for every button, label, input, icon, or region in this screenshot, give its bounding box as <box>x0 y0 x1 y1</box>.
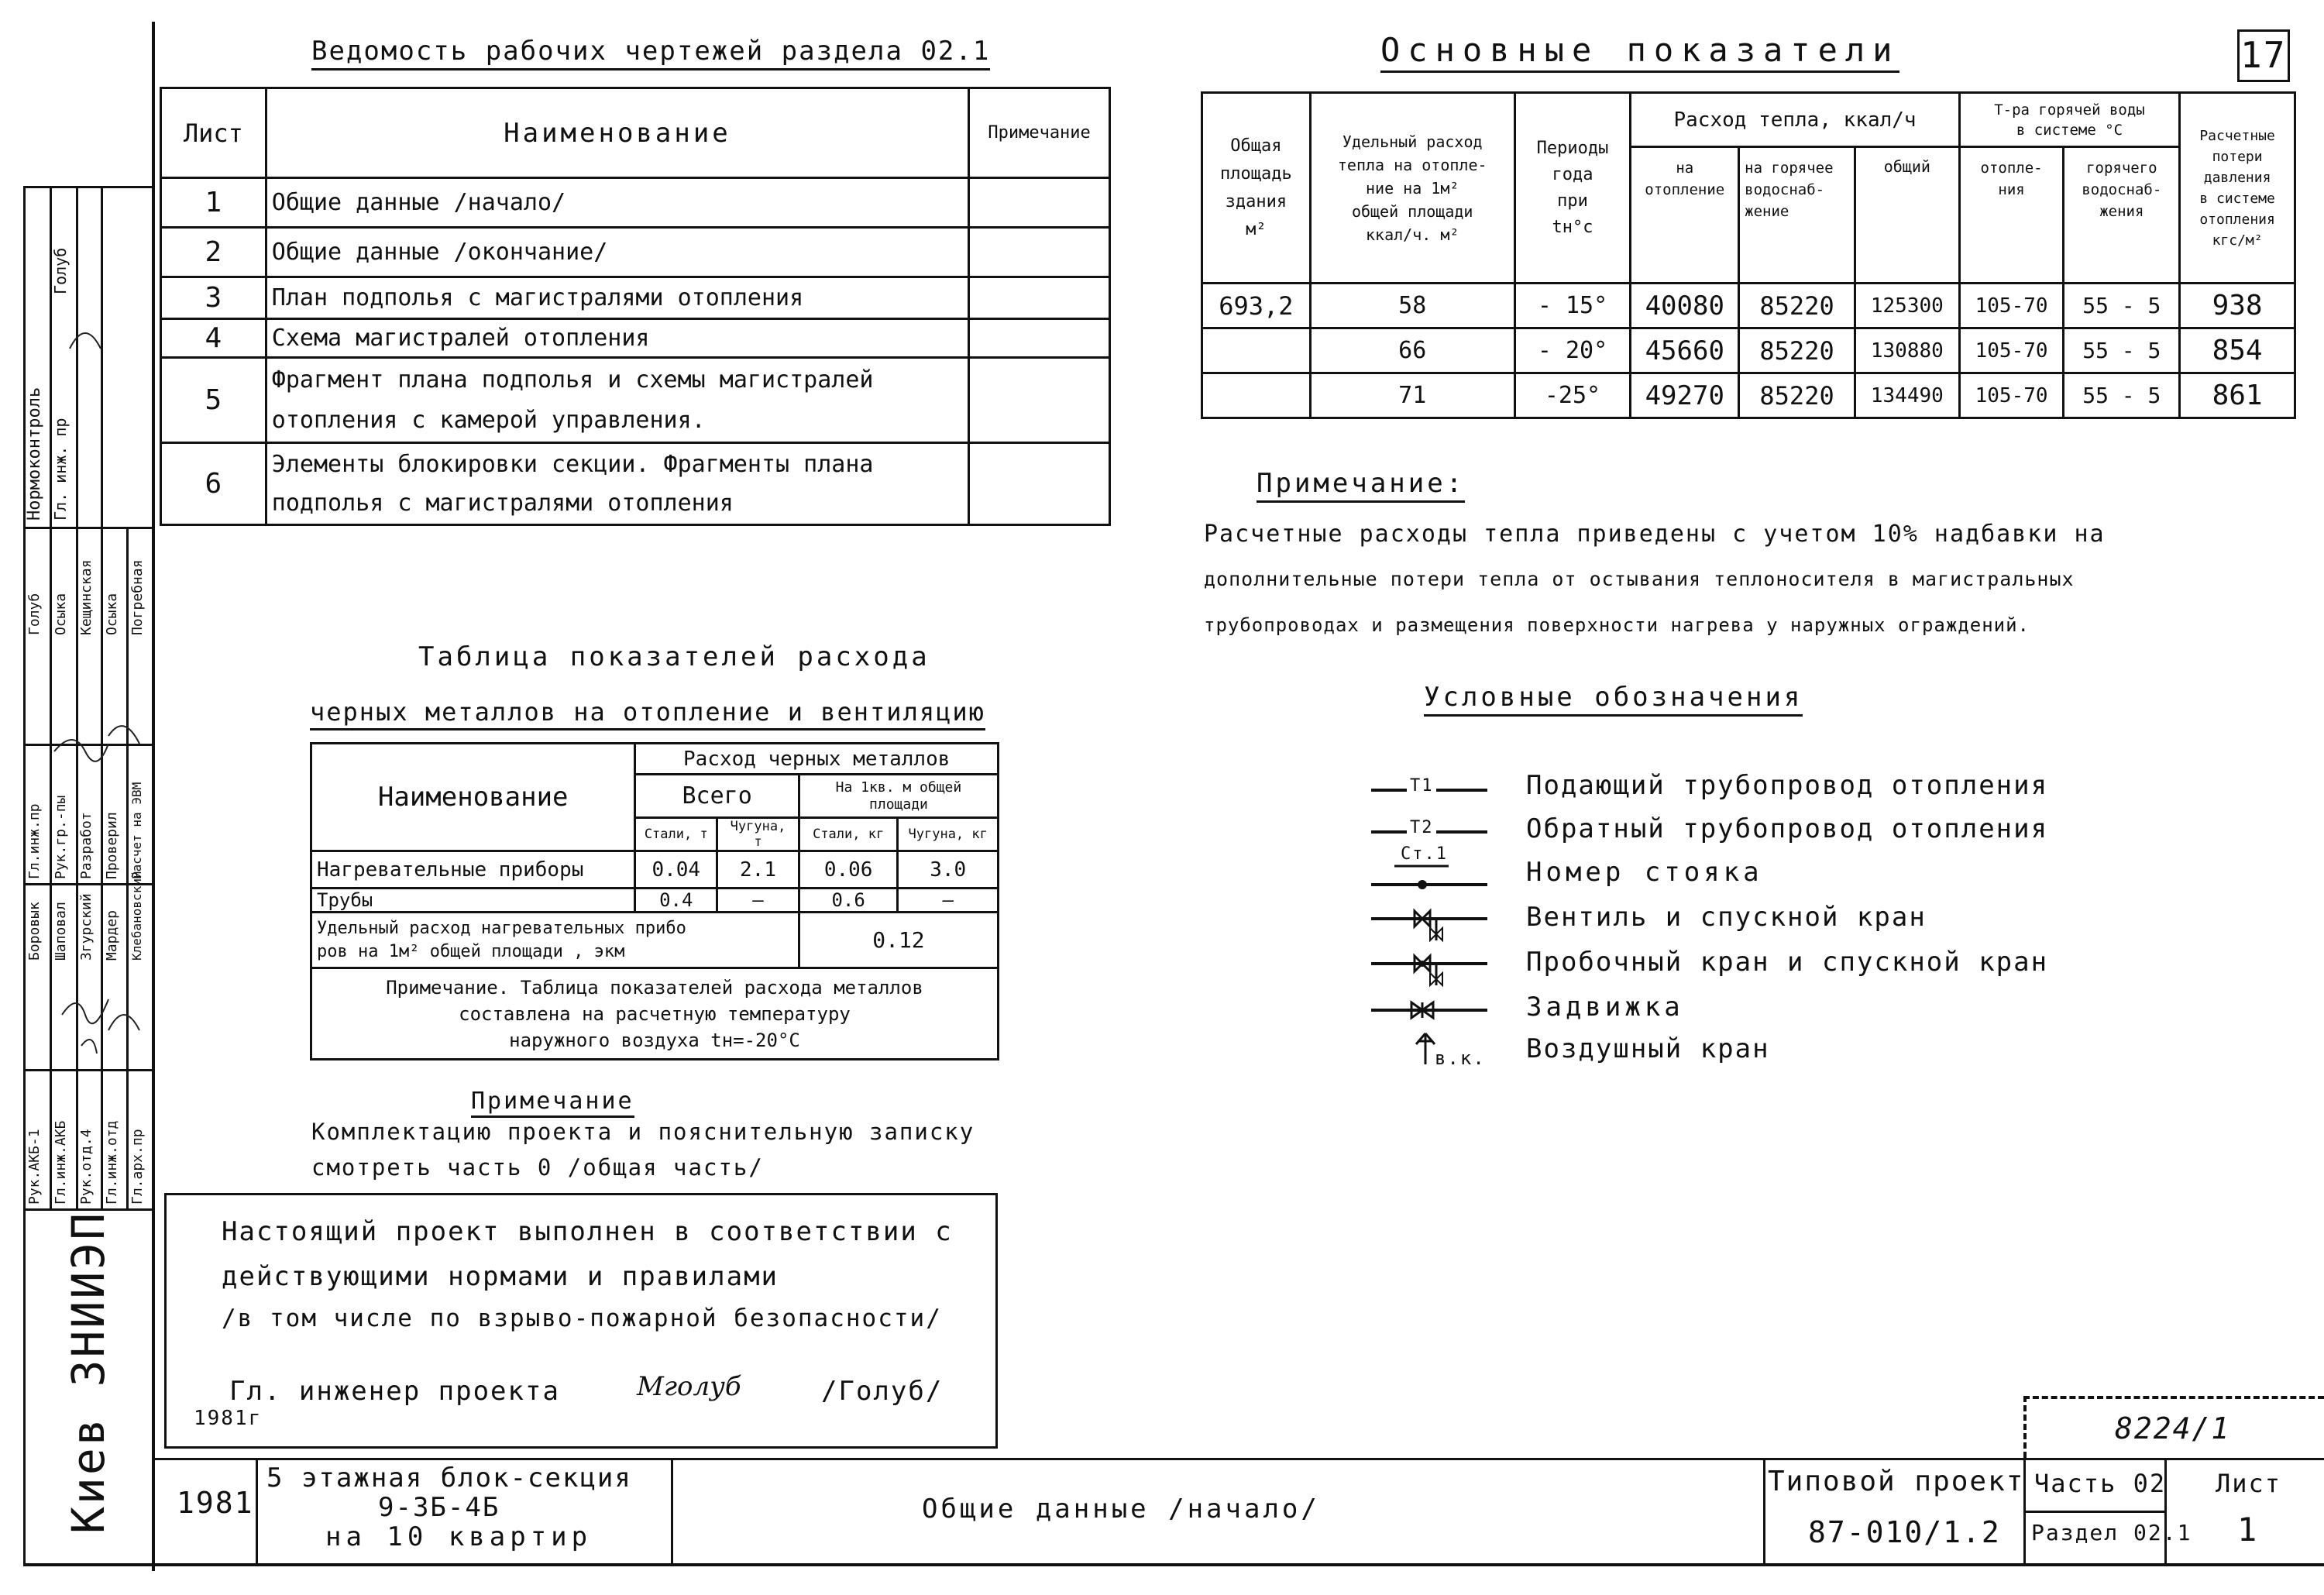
metal-cell: 2.1 <box>717 851 799 889</box>
section-label: Раздел 02.1 <box>2031 1520 2192 1545</box>
hdr-heat-total: общий <box>1855 147 1959 284</box>
cell-area: 693,2 <box>1202 284 1311 328</box>
stamp-label: Гл.инж.отд <box>104 1120 120 1205</box>
cell-t-hot: 55 - 5 <box>2064 284 2180 328</box>
cell-total: 134490 <box>1855 373 1959 418</box>
row-name <box>266 358 968 443</box>
metal-cell: 0.06 <box>799 851 897 889</box>
row-sheet: 3 <box>161 277 266 319</box>
row-name-line2: подполья с магистралями отопления <box>271 489 734 517</box>
sheet-label: Лист <box>2216 1469 2282 1498</box>
table-row <box>1202 328 2295 373</box>
stamp-label: Гл.инж.АКБ <box>53 1120 69 1205</box>
metal-cell: 0.6 <box>799 889 897 913</box>
cell-heating: 45660 <box>1631 328 1739 373</box>
sheet-number: 1 <box>2237 1511 2259 1549</box>
main-indicators-table <box>1201 91 2296 419</box>
hdr-pressure: Расчетные потери давления в системе отопления кгс/м² <box>2180 93 2295 284</box>
stamp-norm-label: Гл. инж. пр <box>51 418 70 521</box>
row-name: Общие данные /окончание/ <box>266 228 968 277</box>
stamp-label: Рук.АКБ-1 <box>26 1129 43 1205</box>
plug-cock-symbol <box>1371 947 1495 993</box>
col-name: Наименование <box>266 88 968 178</box>
stamp-name: Погребная <box>129 559 146 635</box>
cell-specific: 71 <box>1310 373 1514 418</box>
metal-col-steel-t: Стали, т <box>635 818 717 851</box>
note-left-line2: смотреть часть 0 /общая часть/ <box>311 1154 764 1181</box>
cell-t-heating: 105-70 <box>1959 328 2064 373</box>
row-sheet: 4 <box>161 319 266 358</box>
stamp-label: Проверил <box>104 812 120 879</box>
certification-line3: /в том числе по взрыво-пожарной безопасности/ <box>222 1305 942 1332</box>
note-right-line2: дополнительные потери тепла от остывания теплоносителя в магистральных <box>1204 568 2075 590</box>
stamp-name: Шаповал <box>53 902 69 961</box>
metal-table-title-line1: Таблица показателей расхода <box>418 641 930 672</box>
cell-total: 130880 <box>1855 328 1959 373</box>
stamp-label: Расчет на ЭВМ <box>129 782 144 879</box>
metal-specific-label: Удельный расход нагревательных прибо ров на 1м² общей площади , экм <box>311 913 799 968</box>
cell-period: - 20° <box>1514 328 1631 373</box>
cell-hot-water: 85220 <box>1739 373 1855 418</box>
stamp-name: Клебановский <box>129 871 144 961</box>
cell-pressure: 861 <box>2180 373 2295 418</box>
cell-pressure: 854 <box>2180 328 2295 373</box>
inventory-number: 8224/1 <box>2115 1411 2231 1445</box>
hdr-periods: Периоды года при tн°с <box>1514 93 1631 284</box>
table-row <box>311 913 999 968</box>
cell-total: 125300 <box>1855 284 1959 328</box>
legend-symbol-t2: Т2 <box>1410 818 1434 837</box>
project-line3: на 10 квартир <box>325 1521 593 1552</box>
note-left-line1: Комплектацию проекта и пояснительную записку <box>311 1119 975 1145</box>
main-indicators-title: Основные показатели <box>1380 31 1899 73</box>
note-left-title: Примечание <box>471 1088 634 1118</box>
metal-cell: — <box>898 889 999 913</box>
hdr-temp-heating: отопле- ния <box>1959 147 2064 284</box>
row-sheet: 5 <box>161 358 266 443</box>
metal-col-total: Всего <box>635 775 799 818</box>
metal-row-name: Трубы <box>311 889 635 913</box>
title-year: 1981 <box>177 1486 254 1520</box>
row-name-line2: отопления с камерой управления. <box>271 406 706 434</box>
certification-line2: действующими нормами и правилами <box>222 1261 779 1292</box>
project-line2: 9-3Б-4Б <box>378 1492 500 1523</box>
stamp-name: Мардер <box>104 909 120 961</box>
legend-label: Пробочный кран и спускной кран <box>1526 947 2049 978</box>
engineer-name: /Голуб/ <box>821 1376 944 1407</box>
cell-heating: 49270 <box>1631 373 1739 418</box>
note-right-line3: трубопроводах и размещения поверхности нагрева у наружных ограждений. <box>1204 614 2030 636</box>
hdr-heat-hot-water: на горячее водоснаб- жение <box>1739 147 1855 284</box>
hdr-specific: Удельный расход тепла на отопле- ние на 1м² общей площади ккал/ч. м² <box>1310 93 1514 284</box>
cell-area <box>1202 373 1311 418</box>
note-right-title: Примечание: <box>1257 468 1465 503</box>
cell-hot-water: 85220 <box>1739 328 1855 373</box>
note-right-line1: Расчетные расходы тепла приведены с учетом 10% надбавки на <box>1204 521 2106 548</box>
stamp-name: Боровык <box>26 902 43 961</box>
stamp-normocontrol: Нормоконтроль <box>25 387 44 521</box>
drawings-list-title: Ведомость рабочих чертежей раздела 02.1 <box>311 36 990 70</box>
certification-year: 1981г <box>194 1407 263 1430</box>
stamp-label: Разработ <box>78 812 95 879</box>
col-sheet: Лист <box>161 88 266 178</box>
stamp-name: Осыка <box>53 593 69 635</box>
cell-specific: 58 <box>1310 284 1514 328</box>
cell-hot-water: 85220 <box>1739 284 1855 328</box>
metal-col-group: Расход черных металлов <box>635 744 999 775</box>
row-name-line1: Элементы блокировки секции. Фрагменты плана <box>271 450 874 478</box>
legend-symbol-riser: Ст.1 <box>1401 844 1448 864</box>
metal-col-name: Наименование <box>311 744 635 851</box>
hdr-temp-group: T-ра горячей воды в системе °С <box>1959 93 2179 147</box>
metal-table <box>310 742 999 1060</box>
legend-label: Задвижка <box>1526 992 1684 1023</box>
table-row <box>1202 284 2295 328</box>
metal-col-per-m2: На 1кв. м общей площади <box>799 775 998 818</box>
legend-label: Воздушный кран <box>1526 1033 1770 1064</box>
hdr-heat-heating: на отопление <box>1631 147 1739 284</box>
cell-t-hot: 55 - 5 <box>2064 328 2180 373</box>
metal-col-cast-kg: Чугуна, кг <box>898 818 999 851</box>
corner-sheet-number-text: 17 <box>2240 34 2287 76</box>
row-sheet: 2 <box>161 228 266 277</box>
cell-pressure: 938 <box>2180 284 2295 328</box>
metal-col-cast-t: Чугуна, т <box>717 818 799 851</box>
legend-title: Условные обозначения <box>1424 682 1803 717</box>
frame-bottom-line <box>23 1563 2324 1566</box>
stamp-label: Рук.гр.-пы <box>53 795 69 879</box>
table-row <box>311 851 999 889</box>
cell-area <box>1202 328 1311 373</box>
gate-valve-symbol <box>1371 995 1495 1026</box>
stamp-signatures <box>23 194 153 1201</box>
metal-cell: 0.4 <box>635 889 717 913</box>
metal-col-steel-kg: Стали, кг <box>799 818 897 851</box>
stamp-name: Осыка <box>104 593 120 635</box>
legend-label: Вентиль и спускной кран <box>1526 902 1927 933</box>
legend-label: Номер стояка <box>1526 857 1763 888</box>
row-sheet: 1 <box>161 178 266 228</box>
stamp-name: Згурский <box>78 893 95 961</box>
metal-table-note: Примечание. Таблица показателей расхода металлов составлена на расчетную температуру наружного воздуха tн=-20°С <box>311 968 999 1060</box>
cell-t-heating: 105-70 <box>1959 373 2064 418</box>
valve-drain-symbol <box>1371 902 1495 948</box>
stamp-name: Кещинская <box>78 559 95 635</box>
cell-t-heating: 105-70 <box>1959 284 2064 328</box>
row-name: Схема магистралей отопления <box>266 319 968 358</box>
row-sheet: 6 <box>161 443 266 525</box>
sheet-title: Общие данные /начало/ <box>922 1494 1320 1525</box>
hdr-temp-hot-water: горячего водоснаб- жения <box>2064 147 2180 284</box>
hdr-heat-group: Расход тепла, ккал/ч <box>1631 93 1959 147</box>
certification-line1: Настоящий проект выполнен в соответствии с <box>222 1216 953 1247</box>
legend-symbol-t1: Т1 <box>1410 776 1434 796</box>
stamp-norm-name: Голуб <box>51 247 70 294</box>
project-line1: 5 этажная блок-секция <box>266 1463 632 1494</box>
col-note: Примечание <box>969 88 1110 178</box>
stamp-label: Гл.инж.пр <box>26 803 43 879</box>
metal-cell: 0.04 <box>635 851 717 889</box>
part-label: Часть 02 <box>2034 1469 2167 1498</box>
row-name <box>266 443 968 525</box>
metal-cell: 3.0 <box>898 851 999 889</box>
stamp-org: Киев ЗНИИЭП <box>62 1210 115 1534</box>
cell-period: - 15° <box>1514 284 1631 328</box>
cell-heating: 40080 <box>1631 284 1739 328</box>
metal-specific-value: 0.12 <box>799 913 998 968</box>
engineer-signature: Мголуб <box>637 1371 741 1402</box>
cell-specific: 66 <box>1310 328 1514 373</box>
hdr-area: Общая площадь здания м² <box>1202 93 1311 284</box>
metal-cell: — <box>717 889 799 913</box>
stamp-name: Голуб <box>26 593 43 635</box>
cell-t-hot: 55 - 5 <box>2064 373 2180 418</box>
row-name-line1: Фрагмент плана подполья и схемы магистралей <box>271 366 874 394</box>
engineer-label: Гл. инженер проекта <box>229 1376 560 1407</box>
riser-number-symbol <box>1371 860 1495 891</box>
metal-table-title-line2: черных металлов на отопление и вентиляцию <box>310 697 985 730</box>
legend-label: Подающий трубопровод отопления <box>1526 770 2049 801</box>
typical-number: 87-010/1.2 <box>1808 1515 2001 1549</box>
cell-period: -25° <box>1514 373 1631 418</box>
table-row <box>311 889 999 913</box>
typical-label: Типовой проект <box>1768 1466 2025 1497</box>
stamp-label: Гл.арх.пр <box>129 1129 146 1205</box>
legend-label: Обратный трубопровод отопления <box>1526 813 2049 844</box>
row-name: Общие данные /начало/ <box>266 178 968 228</box>
stamp-label: Рук.отд.4 <box>78 1129 95 1205</box>
legend-symbol-vent: в.к. <box>1435 1047 1486 1069</box>
row-name: План подполья с магистралями отопления <box>266 277 968 319</box>
metal-row-name: Нагревательные приборы <box>311 851 635 889</box>
table-row <box>1202 373 2295 418</box>
drawings-list-table <box>160 87 1111 526</box>
